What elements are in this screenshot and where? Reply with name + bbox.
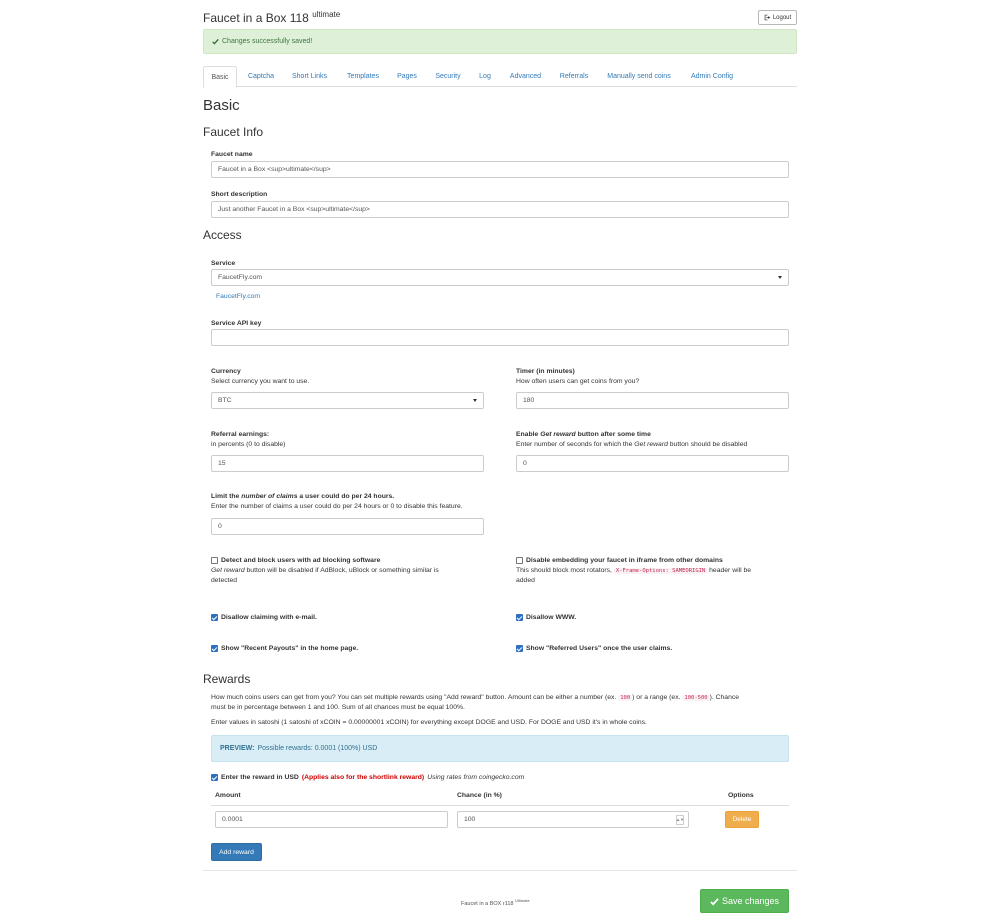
rewards-units-note: Enter values in satoshi (1 satoshi of xCOIN = 0.00000001 xCOIN) for everything except DOGE and USD. For DOGE and USD it's in whole coins. bbox=[211, 719, 647, 726]
service-label: Service bbox=[211, 260, 236, 267]
currency-label: Currency bbox=[211, 368, 241, 375]
short-description-label: Short description bbox=[211, 191, 268, 198]
currency-select[interactable]: BTC bbox=[211, 392, 484, 409]
delete-reward-button[interactable]: Delete bbox=[725, 811, 759, 828]
reward-delay-help: Enter number of seconds for which the Get reward button should be disabled bbox=[516, 441, 748, 448]
settings-tabs bbox=[203, 66, 797, 87]
iframe-checkbox[interactable] bbox=[516, 557, 523, 564]
referral-label: Referral earnings: bbox=[211, 431, 270, 438]
section-heading-basic: Basic bbox=[203, 97, 240, 114]
currency-help: Select currency you want to use. bbox=[211, 378, 310, 385]
api-key-input[interactable] bbox=[211, 329, 789, 346]
claims-limit-help: Enter the number of claims a user could do per 24 hours or 0 to disable this feature. bbox=[211, 503, 463, 510]
faucet-name-label: Faucet name bbox=[211, 151, 253, 158]
tab-basic[interactable]: Basic bbox=[203, 66, 237, 88]
caret-down-icon bbox=[778, 276, 782, 279]
disallow-www-checkbox[interactable] bbox=[516, 614, 523, 621]
reward-delay-input[interactable]: 0 bbox=[516, 455, 789, 472]
rewards-heading: Rewards bbox=[203, 672, 251, 686]
rewards-description: How much coins users can get from you? You can set multiple rewards using "Add reward" button. Amount can be either a number (ex. 100 ) or a range (ex. 100-500 ). Chance bbox=[211, 694, 740, 701]
api-key-label: Service API key bbox=[211, 320, 262, 327]
adblock-help: Get reward button will be disabled if AdBlock, uBlock or something similar is bbox=[211, 567, 439, 574]
iframe-help-cont: added bbox=[516, 577, 535, 584]
access-heading: Access bbox=[203, 228, 242, 242]
reward-chance-input[interactable]: 100 ▲▼ bbox=[457, 811, 689, 828]
tab-log[interactable]: Log bbox=[479, 73, 491, 80]
logout-button[interactable]: Logout bbox=[758, 10, 797, 25]
number-spinner-icon[interactable]: ▲▼ bbox=[676, 815, 684, 825]
tab-referrals[interactable]: Referrals bbox=[559, 73, 589, 80]
service-select[interactable]: FaucetFly.com bbox=[211, 269, 789, 286]
recent-payouts-option[interactable]: Show "Recent Payouts" in the home page. bbox=[211, 645, 358, 652]
footer-divider bbox=[203, 870, 797, 871]
reward-amount-input[interactable]: 0.0001 bbox=[215, 811, 448, 828]
tab-advanced[interactable]: Advanced bbox=[509, 73, 542, 80]
page-title: Faucet in a Box 118 $^{ultimate}$ bbox=[203, 10, 341, 25]
rewards-description-cont: must be in percentage between 1 and 100. Sum of all chances must be equal 100%. bbox=[211, 704, 465, 711]
table-divider bbox=[211, 805, 789, 806]
reward-delay-label: Enable Get reward button after some time bbox=[516, 431, 651, 438]
tab-templates[interactable]: Templates bbox=[347, 73, 379, 80]
timer-help: How often users can get coins from you? bbox=[516, 378, 640, 385]
adblock-option[interactable]: Detect and block users with ad blocking software bbox=[211, 557, 380, 564]
referred-users-option[interactable]: Show "Referred Users" once the user claims. bbox=[516, 645, 672, 652]
title-superscript: ultimate bbox=[312, 10, 341, 19]
usd-reward-checkbox[interactable] bbox=[211, 774, 218, 781]
recent-payouts-checkbox[interactable] bbox=[211, 645, 218, 652]
faucet-info-heading: Faucet Info bbox=[203, 125, 264, 139]
add-reward-button[interactable]: Add reward bbox=[211, 843, 262, 861]
claims-limit-input[interactable]: 0 bbox=[211, 518, 484, 535]
tab-manually-send-coins[interactable]: Manually send coins bbox=[607, 73, 671, 80]
options-column-header: Options bbox=[728, 792, 754, 799]
iframe-option[interactable]: Disable embedding your faucet in iframe from other domains bbox=[516, 557, 723, 564]
service-link[interactable]: FaucetFly.com bbox=[216, 293, 261, 300]
adblock-checkbox[interactable] bbox=[211, 557, 218, 564]
claims-limit-label: Limit the number of claims a user could do per 24 hours. bbox=[211, 493, 395, 500]
footer-text: Faucet in a BOX r118 $^{Ultimate}$ bbox=[461, 898, 530, 907]
referred-users-checkbox[interactable] bbox=[516, 645, 523, 652]
rewards-preview: PREVIEW: Possible rewards: 0.0001 (100%) USD bbox=[211, 735, 789, 762]
faucet-name-input[interactable]: Faucet in a Box <sup>ultimate</sup> bbox=[211, 161, 789, 178]
short-description-input[interactable]: Just another Faucet in a Box <sup>ultimate</sup> bbox=[211, 201, 789, 218]
tab-admin-config[interactable]: Admin Config bbox=[690, 73, 734, 80]
timer-label: Timer (in minutes) bbox=[516, 368, 575, 375]
usd-reward-option[interactable]: Enter the reward in USD (Applies also for the shortlink reward) Using rates from coingecko.com bbox=[211, 774, 524, 781]
tab-short-links[interactable]: Short Links bbox=[291, 73, 328, 80]
disallow-www-option[interactable]: Disallow WWW. bbox=[516, 614, 576, 621]
caret-down-icon bbox=[473, 399, 477, 402]
amount-column-header: Amount bbox=[215, 792, 241, 799]
disallow-email-option[interactable]: Disallow claiming with e-mail. bbox=[211, 614, 317, 621]
chance-column-header: Chance (in %) bbox=[457, 792, 502, 799]
tab-pages[interactable]: Pages bbox=[397, 73, 417, 80]
check-icon bbox=[710, 897, 719, 906]
check-icon bbox=[212, 38, 219, 45]
timer-input[interactable]: 180 bbox=[516, 392, 789, 409]
adblock-help-cont: detected bbox=[211, 577, 238, 584]
tab-security[interactable]: Security bbox=[435, 73, 461, 80]
referral-help: in percents (0 to disable) bbox=[211, 441, 286, 448]
sign-out-icon bbox=[764, 14, 771, 21]
iframe-help: This should block most rotators, X-Frame-Options: SAMEORIGIN header will be bbox=[516, 567, 752, 574]
tab-captcha[interactable]: Captcha bbox=[247, 73, 275, 80]
success-alert: Changes successfully saved! bbox=[203, 29, 797, 54]
disallow-email-checkbox[interactable] bbox=[211, 614, 218, 621]
referral-input[interactable]: 15 bbox=[211, 455, 484, 472]
save-changes-button[interactable]: Save changes bbox=[700, 889, 789, 913]
